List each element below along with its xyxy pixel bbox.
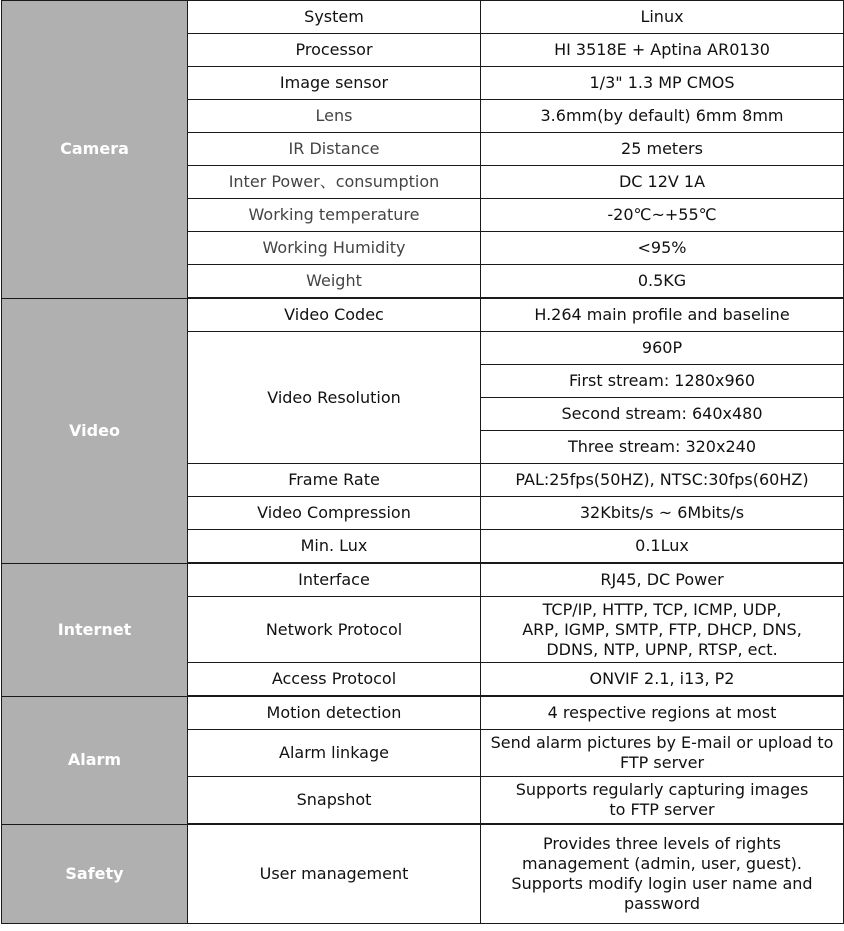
value-snapshot xyxy=(481,777,844,825)
param-lens: Lens xyxy=(188,100,481,133)
alarm-linkage-line: FTP server xyxy=(619,753,705,772)
param-power-consumption: Inter Power、consumption xyxy=(188,166,481,199)
value-lens: 3.6mm(by default) 6mm 8mm xyxy=(481,100,844,133)
value-power-consumption: DC 12V 1A xyxy=(481,166,844,199)
category-internet: Internet xyxy=(2,563,188,696)
param-video-resolution: Video Resolution xyxy=(188,332,481,464)
value-weight: 0.5KG xyxy=(481,265,844,299)
value-system: Linux xyxy=(481,1,844,34)
user-management-line: password xyxy=(624,894,700,913)
value-processor: HI 3518E + Aptina AR0130 xyxy=(481,34,844,67)
param-min-lux: Min. Lux xyxy=(188,530,481,564)
param-access-protocol: Access Protocol xyxy=(188,663,481,697)
category-alarm: Alarm xyxy=(2,696,188,824)
param-snapshot: Snapshot xyxy=(188,777,481,825)
value-user-management xyxy=(481,824,844,924)
param-video-codec: Video Codec xyxy=(188,298,481,332)
user-management-line: Supports modify login user name and xyxy=(511,874,813,893)
value-image-sensor: 1/3" 1.3 MP CMOS xyxy=(481,67,844,100)
value-motion-detection: 4 respective regions at most xyxy=(481,696,844,730)
value-access-protocol: ONVIF 2.1, i13, P2 xyxy=(481,663,844,697)
snapshot-line: to FTP server xyxy=(609,800,715,819)
param-image-sensor: Image sensor xyxy=(188,67,481,100)
value-video-codec: H.264 main profile and baseline xyxy=(481,298,844,332)
category-camera: Camera xyxy=(2,1,188,299)
param-network-protocol: Network Protocol xyxy=(188,597,481,663)
value-network-protocol xyxy=(481,597,844,663)
param-interface: Interface xyxy=(188,563,481,597)
user-management-line: management (admin, user, guest). xyxy=(522,854,802,873)
param-ir-distance: IR Distance xyxy=(188,133,481,166)
value-resolution-960p: 960P xyxy=(481,332,844,365)
value-resolution-second-stream: Second stream: 640x480 xyxy=(481,398,844,431)
param-frame-rate: Frame Rate xyxy=(188,464,481,497)
category-video: Video xyxy=(2,298,188,563)
value-resolution-first-stream: First stream: 1280x960 xyxy=(481,365,844,398)
value-video-compression: 32Kbits/s ~ 6Mbits/s xyxy=(481,497,844,530)
network-protocol-line: DDNS, NTP, UPNP, RTSP, ect. xyxy=(546,639,778,659)
value-frame-rate: PAL:25fps(50HZ), NTSC:30fps(60HZ) xyxy=(481,464,844,497)
alarm-linkage-line: Send alarm pictures by E-mail or upload to xyxy=(490,733,834,752)
param-video-compression: Video Compression xyxy=(188,497,481,530)
category-safety: Safety xyxy=(2,824,188,924)
value-alarm-linkage xyxy=(481,730,844,777)
value-interface: RJ45, DC Power xyxy=(481,563,844,597)
param-working-humidity: Working Humidity xyxy=(188,232,481,265)
spec-table xyxy=(1,0,844,924)
param-user-management: User management xyxy=(188,824,481,924)
user-management-line: Provides three levels of rights xyxy=(542,834,782,853)
param-alarm-linkage: Alarm linkage xyxy=(188,730,481,777)
network-protocol-line: ARP, IGMP, SMTP, FTP, DHCP, DNS, xyxy=(522,619,802,639)
param-weight: Weight xyxy=(188,265,481,299)
value-working-humidity: <95% xyxy=(481,232,844,265)
value-resolution-third-stream: Three stream: 320x240 xyxy=(481,431,844,464)
param-working-temperature: Working temperature xyxy=(188,199,481,232)
value-min-lux: 0.1Lux xyxy=(481,530,844,564)
value-ir-distance: 25 meters xyxy=(481,133,844,166)
snapshot-line: Supports regularly capturing images xyxy=(515,780,809,799)
value-working-temperature: -20℃~+55℃ xyxy=(481,199,844,232)
param-processor: Processor xyxy=(188,34,481,67)
param-motion-detection: Motion detection xyxy=(188,696,481,730)
network-protocol-line: TCP/IP, HTTP, TCP, ICMP, UDP, xyxy=(542,599,782,619)
param-system: System xyxy=(188,1,481,34)
